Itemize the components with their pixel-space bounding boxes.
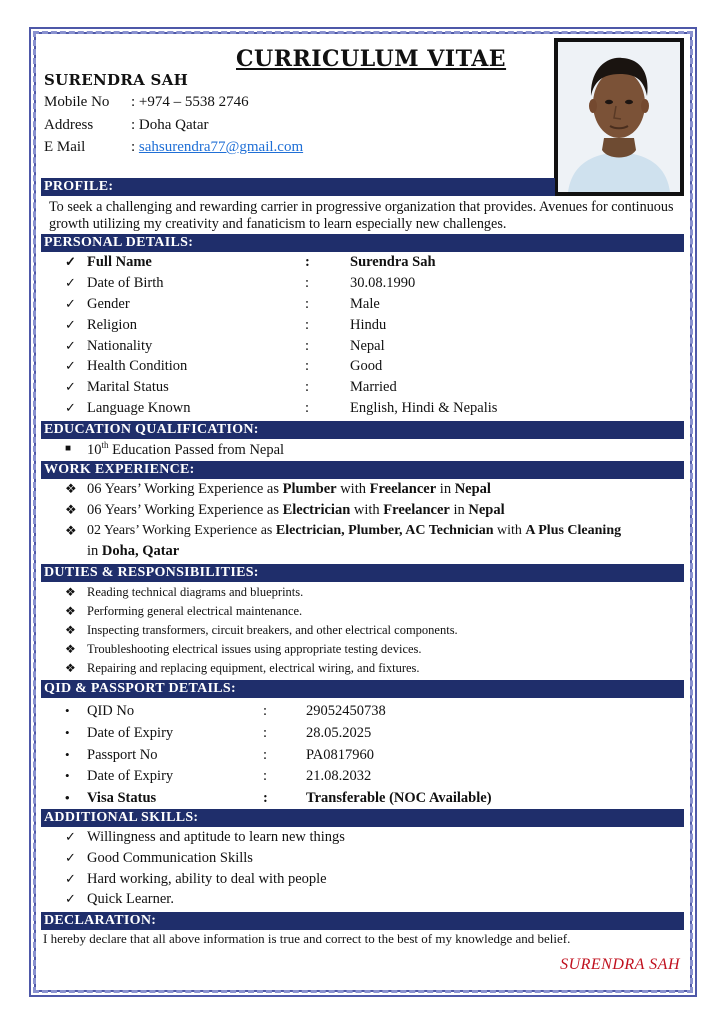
personal-label: Religion [87,317,137,333]
contact-mobile [44,94,249,111]
qid-label: QID No [87,703,135,719]
work-role: Electrician [282,502,351,518]
contact-email [44,139,303,156]
skill-text: Good Communication Skills [87,850,253,866]
personal-value: Hindu [350,317,387,333]
section-qid-passport: QID & PASSPORT DETAILS: [41,680,684,698]
personal-value: Good [350,358,383,374]
profile-text: To seek a challenging and rewarding carrier in progressive organization that provides. Avenues for continuous growth utilizing my creativity and fanaticism to learn especially new challenges. [49,199,674,232]
qid-label: Passport No [87,747,158,763]
check-icon: ✓ [65,400,76,415]
colon: : [305,317,310,333]
section-education: EDUCATION QUALIFICATION: [41,421,684,439]
contact-label: Address [44,117,94,133]
personal-value: English, Hindi & Nepalis [350,400,498,416]
skill-text: Hard working, ability to deal with people [87,871,327,887]
diamond-bullet-icon: ❖ [65,585,76,599]
section-declaration: DECLARATION: [41,912,684,930]
work-place: Nepal [468,502,505,518]
check-icon: ✓ [65,275,76,290]
work-text: in [449,502,469,518]
person-portrait-icon [558,42,680,192]
cv-page [41,38,684,988]
section-work-experience: WORK EXPERIENCE: [41,461,684,479]
personal-label: Language Known [87,400,191,416]
duty-text: Performing general electrical maintenance. [87,604,303,618]
contact-address [44,117,208,134]
section-profile: PROFILE: [41,178,555,196]
personal-label: Full Name [87,254,152,270]
work-org: Freelancer [383,502,450,518]
check-icon: ✓ [65,296,76,311]
colon: : [263,747,268,763]
work-org: Freelancer [369,481,437,497]
email-prefix: : [131,139,139,155]
colon: : [305,400,310,416]
colon: : [263,768,268,784]
signature: SURENDRA SAH [560,956,680,973]
candidate-name: SURENDRA SAH [44,71,189,89]
email-link[interactable]: sahsurendra77@gmail.com [138,139,304,155]
colon: : [305,296,310,312]
colon: : [305,358,310,374]
personal-value: 30.08.1990 [350,275,416,291]
duty-text: Reading technical diagrams and blueprints. [87,585,304,599]
check-icon: ✓ [65,317,76,332]
work-text: in [436,481,455,497]
colon: : [305,379,310,395]
personal-label: Marital Status [87,379,169,395]
personal-value: Surendra Sah [350,254,436,270]
colon: : [305,275,310,291]
diamond-bullet-icon: ❖ [65,604,76,618]
dot-bullet-icon: • [65,703,70,718]
cv-title: CURRICULUM VITAE [236,46,507,72]
diamond-bullet-icon: ❖ [65,481,77,496]
dot-bullet-icon: • [65,768,70,783]
colon: : [263,703,268,719]
declaration-text: I hereby declare that all above information is true and correct to the best of my knowledge and belief. [43,931,571,946]
work-place: Doha, Qatar [101,543,180,559]
qid-label: Date of Expiry [87,725,174,741]
personal-value: Male [350,296,380,312]
skill-text: Quick Learner. [87,891,174,907]
contact-value: : Doha Qatar [131,117,209,133]
qid-label: Visa Status [87,790,157,806]
profile-photo [554,38,684,196]
diamond-bullet-icon: ❖ [65,523,77,538]
duty-text: Troubleshooting electrical issues using appropriate testing devices. [87,642,422,656]
dot-bullet-icon: • [65,790,70,805]
work-text: with [336,481,370,497]
check-icon: ✓ [65,254,76,269]
contact-value: : +974 – 5538 2746 [131,94,249,110]
check-icon: ✓ [65,850,76,865]
colon: : [263,790,268,806]
diamond-bullet-icon: ❖ [65,661,76,675]
personal-label: Health Condition [87,358,188,374]
duty-text: Inspecting transformers, circuit breakers, and other electrical components. [87,623,458,637]
dot-bullet-icon: • [65,725,70,740]
diamond-bullet-icon: ❖ [65,502,77,517]
contact-label: Mobile No [44,94,110,110]
colon: : [263,725,268,741]
work-place: Nepal [454,481,491,497]
qid-value: 28.05.2025 [306,725,372,741]
colon: : [305,254,310,270]
section-personal-details: PERSONAL DETAILS: [41,234,684,252]
work-text: with [350,502,384,518]
qid-value: PA0817960 [306,747,374,763]
personal-label: Gender [87,296,130,312]
contact-label: E Mail [44,139,86,155]
check-icon: ✓ [65,829,76,844]
education-num: 10 [87,441,102,458]
work-text: in [87,543,102,559]
diamond-bullet-icon: ❖ [65,642,76,656]
qid-label: Date of Expiry [87,768,174,784]
check-icon: ✓ [65,358,76,373]
check-icon: ✓ [65,379,76,394]
personal-label: Date of Birth [87,275,164,291]
colon: : [305,338,310,354]
qid-value: 21.08.2032 [306,768,372,784]
work-text: 06 Years’ Working Experience as [87,502,283,518]
qid-value: 29052450738 [306,703,386,719]
diamond-bullet-icon: ❖ [65,623,76,637]
personal-label: Nationality [87,338,153,354]
section-additional-skills: ADDITIONAL SKILLS: [41,809,684,827]
work-role: Electrician, Plumber, AC Technician [275,523,494,538]
qid-value: Transferable (NOC Available) [306,790,492,806]
duty-text: Repairing and replacing equipment, electrical wiring, and fixtures. [87,661,420,675]
work-role: Plumber [282,481,337,497]
education-sup: th [101,440,109,450]
section-duties: DUTIES & RESPONSIBILITIES: [41,564,684,582]
dot-bullet-icon: • [65,747,70,762]
work-text: with [493,523,526,538]
check-icon: ✓ [65,338,76,353]
work-text: 06 Years’ Working Experience as [87,481,283,497]
work-text: 02 Years’ Working Experience as [87,523,276,538]
personal-value: Married [350,379,397,395]
skill-text: Willingness and aptitude to learn new things [87,829,345,845]
work-org: A Plus Cleaning [525,523,622,538]
education-text: Education Passed from Nepal [108,441,285,458]
check-icon: ✓ [65,871,76,886]
personal-value: Nepal [350,338,385,354]
square-bullet-icon: ■ [65,443,72,454]
check-icon: ✓ [65,891,76,906]
